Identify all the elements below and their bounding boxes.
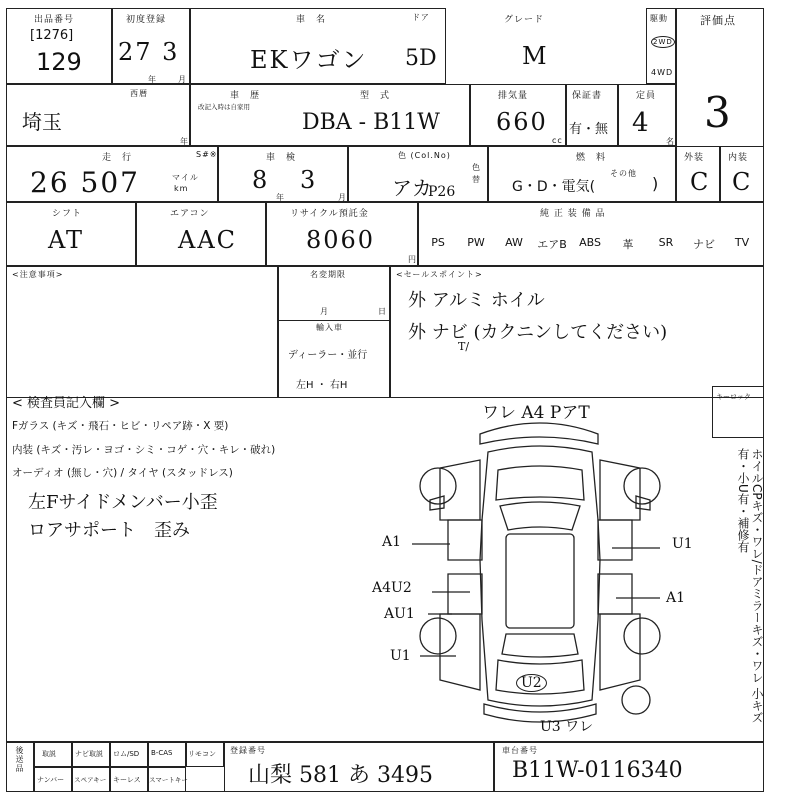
accessory-keyless-label: キーレス [113, 776, 141, 784]
doors-label: ドア [412, 13, 430, 22]
color-label: 色 (Col.No) [398, 151, 451, 160]
name-change-label: 名変期限 [310, 270, 346, 279]
mileage-label: 走 行 [102, 153, 133, 163]
accessory-rom-label: ロム/SD [113, 750, 140, 758]
equipment-pw: PW [467, 236, 485, 249]
damage-left2: A4U2 [372, 580, 412, 596]
inspector-interior: 内装 (キズ・汚レ・ヨゴ・シミ・コゲ・穴・キレ・破れ) [12, 444, 276, 456]
recycle-label: リサイクル預託金 [290, 209, 369, 219]
accessory-grid [34, 742, 224, 792]
selling-line2: 外 ナビ (カクニンしてください) [408, 322, 668, 343]
reg-no-value: 山梨 581 あ 3495 [248, 763, 433, 788]
drive-label: 駆動 [650, 14, 668, 23]
inspector-audio: オーディオ (無し・穴) / タイヤ (スタッドレス) [12, 467, 233, 479]
inspection-day: 3 [300, 166, 318, 194]
name-change-month-unit: 月 [320, 307, 329, 316]
color-change-label: 色替 [472, 163, 481, 184]
equipment-label: 純 正 装 備 品 [540, 209, 606, 219]
grade-value: M [522, 42, 549, 70]
key-lock-label: キーロック [716, 393, 751, 401]
shift-value: AT [48, 226, 85, 254]
shift-label: シフト [52, 209, 83, 219]
damage-left3: AU1 [384, 606, 415, 622]
capacity-value: 4 [632, 108, 651, 138]
mileage-unit-mi: マイル [172, 173, 199, 182]
exterior-label: 外装 [684, 153, 705, 163]
warranty-value: 有・無 [569, 122, 609, 137]
accessory-remote-label: リモコン [188, 750, 216, 758]
lot-label: 出品番号 [34, 15, 75, 25]
accessory-navi-manual-label: ナビ取説 [75, 750, 103, 758]
chassis-label: 車台番号 [502, 746, 538, 755]
inspection-label: 車 検 [266, 153, 297, 163]
selling-line1: 外 アルミ ホイル [408, 290, 545, 311]
color-value: アカ [392, 176, 432, 200]
drive-4wd: 4WD [651, 68, 674, 77]
chassis-value: B11W-0116340 [512, 758, 683, 783]
equipment-ps: PS [431, 236, 445, 249]
fuel-label: 燃 料 [576, 153, 607, 163]
inspection-month: 8 [252, 166, 270, 194]
model-value: EKワゴン [250, 46, 368, 74]
damage-right2: A1 [666, 590, 686, 606]
inspector-hand-line2: ロアサポート 歪み [28, 520, 190, 541]
equipment-abs: ABS [579, 236, 601, 249]
mileage-unit-km: km [174, 184, 189, 193]
inspection-month-unit: 月 [338, 193, 347, 202]
caution-label: <注意事項> [12, 270, 64, 279]
lot-number-bracket: [1276] [30, 28, 74, 43]
fuel-close: ) [652, 174, 659, 193]
history-note: 改記入時は自家用 [198, 103, 250, 111]
interior-label: 内装 [728, 153, 749, 163]
inspector-title: < 検査員記入欄 > [12, 396, 121, 411]
accessory-smart-key-label: スマートキー [149, 776, 188, 784]
displacement-value: 660 [496, 108, 548, 136]
capacity-unit: 名 [666, 137, 675, 146]
color-code: P26 [428, 184, 456, 200]
recycle-value: 8060 [306, 226, 376, 254]
inspector-glass: Fガラス (キズ・飛石・ヒビ・リペア跡・X 要) [12, 420, 229, 432]
region-value: 埼玉 [22, 110, 62, 134]
equipment-aw: AW [505, 236, 523, 249]
name-change-day-unit: 日 [378, 307, 387, 316]
equipment-airbag: エアB [537, 238, 567, 251]
grade-label: グレード [504, 15, 545, 25]
selling-sub: T/ [458, 340, 470, 353]
warranty-label: 保証書 [572, 91, 603, 101]
first-reg-label: 初度登録 [126, 15, 167, 25]
ac-value: AAC [178, 226, 238, 254]
steering: 左H ・ 右H [296, 380, 348, 391]
equipment-navi: ナビ [693, 238, 715, 251]
history-label: 車 歴 [230, 91, 261, 101]
inspection-year-unit: 年 [276, 193, 285, 202]
rating-value: 3 [704, 88, 733, 137]
ac-label: エアコン [170, 209, 210, 219]
drive-2wd: 2WD [653, 38, 673, 46]
equipment-tv: TV [734, 236, 750, 249]
western-year-label: 西暦 [130, 89, 148, 98]
import-label: 輸入車 [316, 323, 343, 332]
damage-left1: A1 [382, 534, 402, 550]
equipment-leather: 革 [622, 238, 634, 251]
inspector-hand-line1: 左Fサイドメンバー小歪 [28, 492, 218, 513]
model-label: 車 名 [296, 15, 327, 25]
lot-number: 129 [36, 48, 82, 76]
first-reg-month-unit: 月 [178, 75, 187, 84]
reg-no-label: 登録番号 [230, 746, 266, 755]
exterior-value: C [690, 168, 711, 196]
displacement-label: 排気量 [498, 91, 529, 101]
damage-bottom2: U3 ワレ [540, 719, 594, 735]
accessory-spare-key-label: スペアキー [74, 776, 107, 784]
damage-right1: U1 [672, 536, 693, 552]
selling-label: <セールスポイント> [396, 270, 483, 279]
damage-left4: U1 [390, 648, 411, 664]
accessory-number-label: ナンバー [37, 776, 65, 784]
recycle-yen-unit: 円 [408, 255, 417, 264]
rating-label: 評価点 [700, 14, 736, 27]
interior-value: C [732, 168, 753, 196]
first-reg-year-unit: 年 [148, 75, 157, 84]
capacity-label: 定員 [636, 91, 657, 101]
damage-top: ワレ A4 PアT [482, 403, 590, 423]
displacement-unit: cc [552, 136, 563, 145]
mileage-flag: S#※ [196, 150, 218, 159]
equipment-sr: SR [658, 236, 674, 249]
import-dealer: ディーラー・並行 [288, 350, 368, 361]
accessory-bcas-label: B-CAS [151, 749, 173, 757]
fuel-options: G・D・電気( [512, 179, 596, 195]
accessory-label: 後送品 [15, 746, 24, 773]
damage-bottom1: U2 [516, 674, 547, 692]
doors-value: 5D [405, 46, 437, 71]
fuel-other-label: その他 [610, 169, 637, 178]
accessory-manual-label: 取説 [42, 750, 56, 758]
inspector-vertical-note: ホイルCPキズ・ワレ/ドアミラーキズ・ワレ 小キズ有・小U有・補修有 [736, 448, 764, 724]
type-value: DBA - B11W [302, 110, 440, 135]
first-reg-value: 27 3 [118, 38, 180, 66]
western-year-unit: 年 [180, 137, 189, 146]
mileage-value: 26 507 [30, 166, 140, 199]
type-label: 型 式 [360, 91, 391, 101]
